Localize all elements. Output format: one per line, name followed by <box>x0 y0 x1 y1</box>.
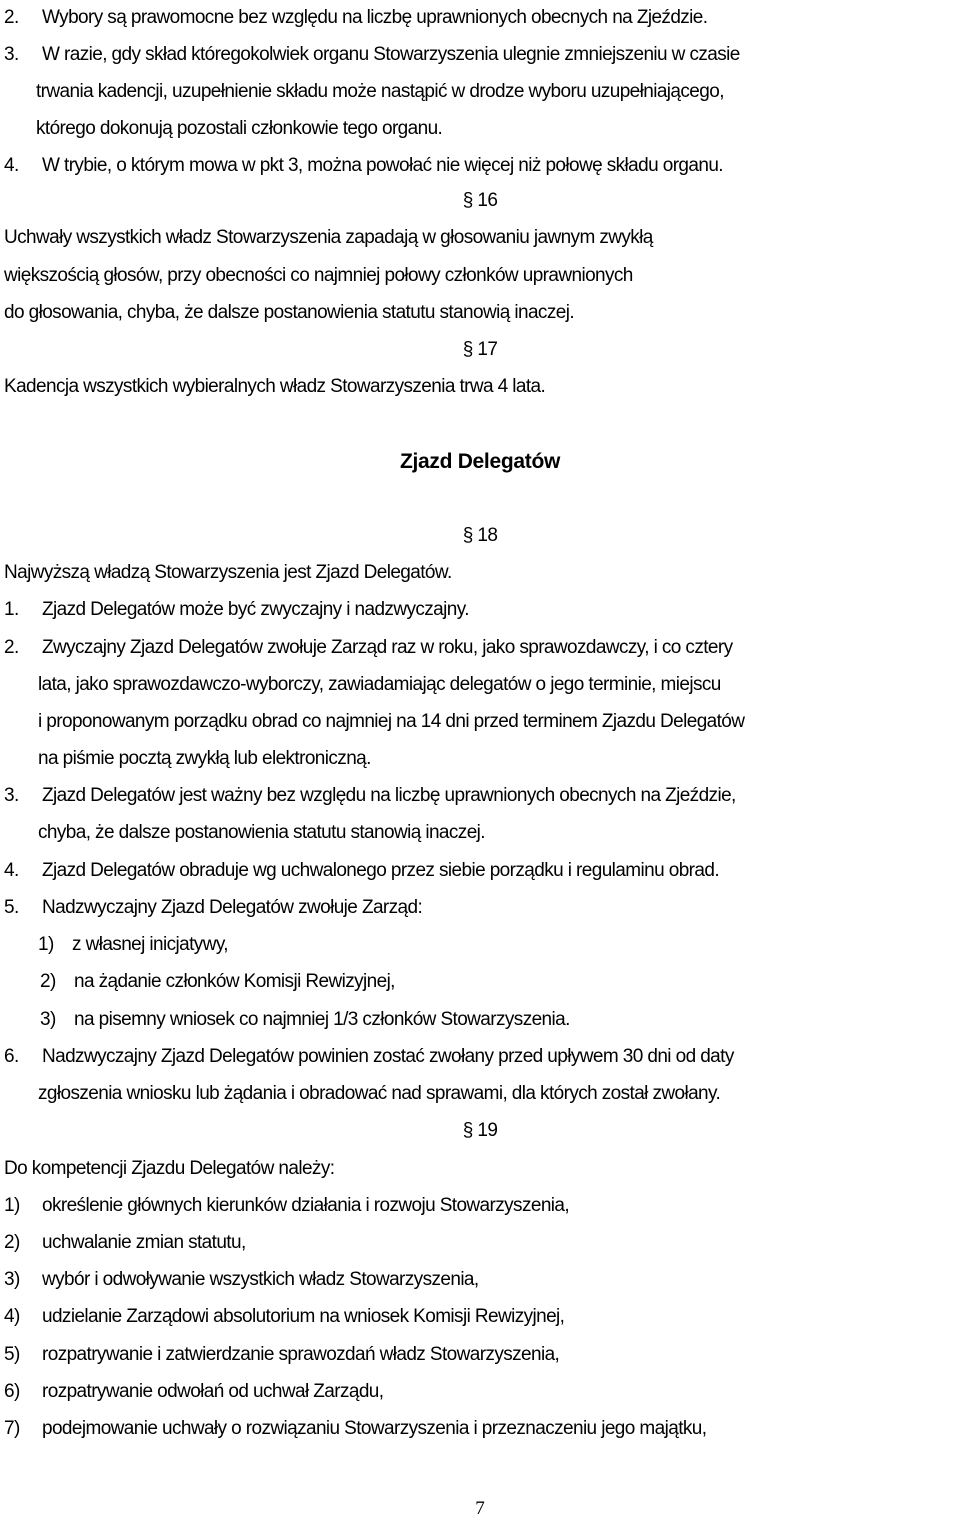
page-number: 7 <box>475 1498 485 1519</box>
section-16-line-1: Uchwały wszystkich władz Stowarzyszenia zapadają w głosowaniu jawnym zwykłą <box>4 227 653 248</box>
section-18-point-5: 5. Nadzwyczajny Zjazd Delegatów zwołuje Zarząd: <box>4 897 423 918</box>
section-18-point-2: 2. Zwyczajny Zjazd Delegatów zwołuje Zarząd raz w roku, jako sprawozdawczy, i co cztery <box>4 637 733 658</box>
section-18-point-1: 1. Zjazd Delegatów może być zwyczajny i nadzwyczajny. <box>4 599 469 620</box>
section-18-point-2-line-4: na piśmie pocztą zwykłą lub elektroniczną. <box>38 748 371 769</box>
section-18-point-5-sub-2: 2) na żądanie członków Komisji Rewizyjnej, <box>40 971 395 992</box>
section-16-heading: § 16 <box>462 190 498 211</box>
item-2: 2. Wybory są prawomocne bez względu na liczbę uprawnionych obecnych na Zjeździe. <box>4 7 708 28</box>
item-3: 3. W razie, gdy skład któregokolwiek organu Stowarzyszenia ulegnie zmniejszeniu w czasie <box>4 44 740 65</box>
item-4: 4. W trybie, o którym mowa w pkt 3, można powołać nie więcej niż połowę składu organu. <box>4 155 723 176</box>
section-18-point-3-line-2: chyba, że dalsze postanowienia statutu stanowią inaczej. <box>38 822 485 843</box>
section-18-point-3: 3. Zjazd Delegatów jest ważny bez względu na liczbę uprawnionych obecnych na Zjeździe, <box>4 785 736 806</box>
section-18-heading: § 18 <box>462 525 498 546</box>
section-18-point-5-sub-1: 1) z własnej inicjatywy, <box>38 934 228 955</box>
section-title: Zjazd Delegatów <box>399 450 561 473</box>
item-3-line-2: trwania kadencji, uzupełnienie składu może nastąpić w drodze wyboru uzupełniającego, <box>36 81 724 102</box>
section-18-point-2-line-3: i proponowanym porządku obrad co najmniej na 14 dni przed terminem Zjazdu Delegatów <box>38 711 745 732</box>
section-19-item-7: 7) podejmowanie uchwały o rozwiązaniu Stowarzyszenia i przeznaczeniu jego majątku, <box>4 1418 707 1439</box>
section-17-heading: § 17 <box>462 339 498 360</box>
section-19-item-5: 5) rozpatrywanie i zatwierdzanie sprawozdań władz Stowarzyszenia, <box>4 1344 560 1365</box>
section-19-intro: Do kompetencji Zjazdu Delegatów należy: <box>4 1158 335 1179</box>
section-18-point-6-line-2: zgłoszenia wniosku lub żądania i obradować nad sprawami, dla których został zwołany. <box>38 1083 721 1104</box>
section-16-line-3: do głosowania, chyba, że dalsze postanowienia statutu stanowią inaczej. <box>4 302 575 323</box>
section-19-item-6: 6) rozpatrywanie odwołań od uchwał Zarządu, <box>4 1381 384 1402</box>
section-19-item-3: 3) wybór i odwoływanie wszystkich władz Stowarzyszenia, <box>4 1269 479 1290</box>
section-19-item-4: 4) udzielanie Zarządowi absolutorium na wniosek Komisji Rewizyjnej, <box>4 1306 565 1327</box>
section-18-point-6: 6. Nadzwyczajny Zjazd Delegatów powinien zostać zwołany przed upływem 30 dni od daty <box>4 1046 734 1067</box>
section-18-point-5-sub-3: 3) na pisemny wniosek co najmniej 1/3 członków Stowarzyszenia. <box>40 1009 570 1030</box>
section-19-heading: § 19 <box>462 1120 498 1141</box>
section-19-item-1: 1) określenie głównych kierunków działania i rozwoju Stowarzyszenia, <box>4 1195 570 1216</box>
section-16-line-2: większością głosów, przy obecności co najmniej połowy członków uprawnionych <box>4 265 633 286</box>
section-17-text: Kadencja wszystkich wybieralnych władz Stowarzyszenia trwa 4 lata. <box>4 376 546 397</box>
section-18-point-2-line-2: lata, jako sprawozdawczo-wyborczy, zawiadamiając delegatów o jego terminie, miejscu <box>38 674 721 695</box>
section-19-item-2: 2) uchwalanie zmian statutu, <box>4 1232 246 1253</box>
section-18-point-4: 4. Zjazd Delegatów obraduje wg uchwalonego przez siebie porządku i regulaminu obrad. <box>4 860 720 881</box>
section-18-intro: Najwyższą władzą Stowarzyszenia jest Zjazd Delegatów. <box>4 562 452 583</box>
item-3-line-3: którego dokonują pozostali członkowie tego organu. <box>36 118 443 139</box>
